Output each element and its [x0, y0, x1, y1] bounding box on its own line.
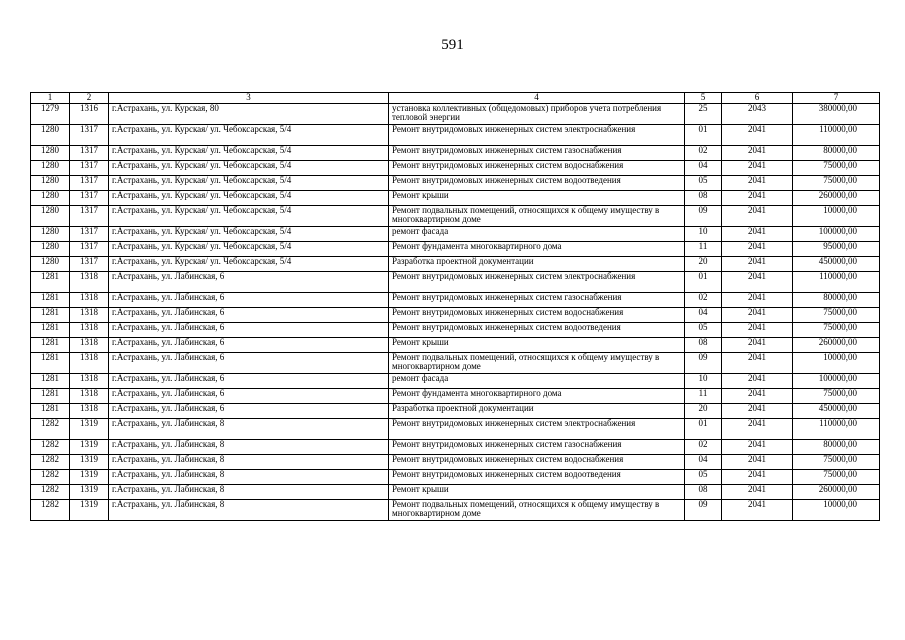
- house-number-cell: 1317: [70, 160, 109, 175]
- work-type-cell: Ремонт внутридомовых инженерных систем водоотведения: [389, 322, 685, 337]
- table-row: [31, 418, 880, 439]
- work-type-cell: Ремонт фундамента многоквартирного дома: [389, 241, 685, 256]
- table-row: [31, 373, 880, 388]
- address-cell: г.Астрахань, ул. Курская/ ул. Чебоксарская, 5/4: [109, 145, 389, 160]
- row-number-cell: 1280: [31, 241, 70, 256]
- year-cell: 2041: [722, 469, 793, 484]
- table-body: [31, 103, 880, 520]
- address-cell: г.Астрахань, ул. Лабинская, 6: [109, 292, 389, 307]
- house-number-cell: 1318: [70, 403, 109, 418]
- amount-cell: 75000,00: [793, 175, 880, 190]
- work-code-cell: 05: [685, 469, 722, 484]
- work-code-cell: 05: [685, 175, 722, 190]
- work-type-cell: Ремонт подвальных помещений, относящихся к общему имуществу в многоквартирном доме: [389, 499, 685, 520]
- house-number-cell: 1317: [70, 175, 109, 190]
- work-code-cell: 02: [685, 292, 722, 307]
- row-number-cell: 1280: [31, 145, 70, 160]
- amount-cell: 110000,00: [793, 124, 880, 145]
- work-type-cell: Ремонт внутридомовых инженерных систем водоснабжения: [389, 307, 685, 322]
- work-code-cell: 02: [685, 439, 722, 454]
- row-number-cell: 1281: [31, 352, 70, 373]
- year-cell: 2041: [722, 292, 793, 307]
- address-cell: г.Астрахань, ул. Лабинская, 8: [109, 454, 389, 469]
- house-number-cell: 1318: [70, 307, 109, 322]
- work-type-cell: Ремонт внутридомовых инженерных систем водоснабжения: [389, 454, 685, 469]
- address-cell: г.Астрахань, ул. Лабинская, 8: [109, 439, 389, 454]
- address-cell: г.Астрахань, ул. Курская/ ул. Чебоксарская, 5/4: [109, 241, 389, 256]
- column-header: 6: [722, 93, 793, 104]
- address-cell: г.Астрахань, ул. Лабинская, 8: [109, 418, 389, 439]
- row-number-cell: 1280: [31, 256, 70, 271]
- year-cell: 2041: [722, 145, 793, 160]
- amount-cell: 75000,00: [793, 322, 880, 337]
- work-type-cell: Ремонт внутридомовых инженерных систем водоотведения: [389, 469, 685, 484]
- house-number-cell: 1318: [70, 388, 109, 403]
- page-number: 591: [441, 37, 464, 53]
- table-row: [31, 292, 880, 307]
- table-row: [31, 145, 880, 160]
- work-code-cell: 08: [685, 484, 722, 499]
- amount-cell: 100000,00: [793, 226, 880, 241]
- year-cell: 2041: [722, 160, 793, 175]
- amount-cell: 110000,00: [793, 271, 880, 292]
- column-header: 2: [70, 93, 109, 104]
- amount-cell: 95000,00: [793, 241, 880, 256]
- year-cell: 2041: [722, 484, 793, 499]
- column-header: 5: [685, 93, 722, 104]
- year-cell: 2041: [722, 403, 793, 418]
- work-code-cell: 01: [685, 124, 722, 145]
- row-number-cell: 1282: [31, 469, 70, 484]
- row-number-cell: 1280: [31, 160, 70, 175]
- row-number-cell: 1282: [31, 499, 70, 520]
- table-row: [31, 226, 880, 241]
- house-number-cell: 1319: [70, 499, 109, 520]
- work-code-cell: 09: [685, 499, 722, 520]
- amount-cell: 75000,00: [793, 307, 880, 322]
- year-cell: 2041: [722, 418, 793, 439]
- year-cell: 2041: [722, 271, 793, 292]
- work-code-cell: 10: [685, 226, 722, 241]
- row-number-cell: 1279: [31, 103, 70, 124]
- work-code-cell: 11: [685, 388, 722, 403]
- row-number-cell: 1281: [31, 322, 70, 337]
- work-code-cell: 04: [685, 160, 722, 175]
- work-code-cell: 09: [685, 205, 722, 226]
- row-number-cell: 1281: [31, 403, 70, 418]
- address-cell: г.Астрахань, ул. Лабинская, 6: [109, 307, 389, 322]
- amount-cell: 110000,00: [793, 418, 880, 439]
- work-code-cell: 02: [685, 145, 722, 160]
- amount-cell: 10000,00: [793, 205, 880, 226]
- work-code-cell: 20: [685, 403, 722, 418]
- amount-cell: 10000,00: [793, 352, 880, 373]
- row-number-cell: 1281: [31, 271, 70, 292]
- row-number-cell: 1282: [31, 439, 70, 454]
- table-row: [31, 352, 880, 373]
- address-cell: г.Астрахань, ул. Курская, 80: [109, 103, 389, 124]
- year-cell: 2043: [722, 103, 793, 124]
- house-number-cell: 1319: [70, 418, 109, 439]
- amount-cell: 75000,00: [793, 388, 880, 403]
- amount-cell: 260000,00: [793, 484, 880, 499]
- row-number-cell: 1282: [31, 454, 70, 469]
- row-number-cell: 1281: [31, 337, 70, 352]
- work-code-cell: 09: [685, 352, 722, 373]
- work-code-cell: 25: [685, 103, 722, 124]
- amount-cell: 75000,00: [793, 454, 880, 469]
- amount-cell: 80000,00: [793, 145, 880, 160]
- address-cell: г.Астрахань, ул. Лабинская, 6: [109, 388, 389, 403]
- address-cell: г.Астрахань, ул. Курская/ ул. Чебоксарская, 5/4: [109, 124, 389, 145]
- year-cell: 2041: [722, 124, 793, 145]
- table-row: [31, 388, 880, 403]
- house-number-cell: 1318: [70, 271, 109, 292]
- amount-cell: 75000,00: [793, 469, 880, 484]
- work-code-cell: 20: [685, 256, 722, 271]
- table-row: [31, 190, 880, 205]
- address-cell: г.Астрахань, ул. Курская/ ул. Чебоксарская, 5/4: [109, 226, 389, 241]
- table-row: [31, 307, 880, 322]
- year-cell: 2041: [722, 439, 793, 454]
- address-cell: г.Астрахань, ул. Лабинская, 6: [109, 403, 389, 418]
- amount-cell: 80000,00: [793, 292, 880, 307]
- house-number-cell: 1318: [70, 322, 109, 337]
- address-cell: г.Астрахань, ул. Лабинская, 8: [109, 469, 389, 484]
- table-row: [31, 322, 880, 337]
- address-cell: г.Астрахань, ул. Курская/ ул. Чебоксарская, 5/4: [109, 175, 389, 190]
- column-number-row: [31, 93, 880, 104]
- row-number-cell: 1280: [31, 190, 70, 205]
- year-cell: 2041: [722, 454, 793, 469]
- work-type-cell: Ремонт внутридомовых инженерных систем электроснабжения: [389, 271, 685, 292]
- table-row: [31, 205, 880, 226]
- house-number-cell: 1317: [70, 256, 109, 271]
- amount-cell: 450000,00: [793, 403, 880, 418]
- table-row: [31, 241, 880, 256]
- house-number-cell: 1319: [70, 469, 109, 484]
- row-number-cell: 1281: [31, 373, 70, 388]
- house-number-cell: 1319: [70, 454, 109, 469]
- amount-cell: 10000,00: [793, 499, 880, 520]
- column-header: 3: [109, 93, 389, 104]
- house-number-cell: 1317: [70, 190, 109, 205]
- address-cell: г.Астрахань, ул. Курская/ ул. Чебоксарская, 5/4: [109, 256, 389, 271]
- address-cell: г.Астрахань, ул. Лабинская, 6: [109, 271, 389, 292]
- work-type-cell: Ремонт фундамента многоквартирного дома: [389, 388, 685, 403]
- work-code-cell: 01: [685, 418, 722, 439]
- work-code-cell: 08: [685, 190, 722, 205]
- house-number-cell: 1318: [70, 373, 109, 388]
- house-number-cell: 1319: [70, 439, 109, 454]
- work-type-cell: Ремонт крыши: [389, 190, 685, 205]
- year-cell: 2041: [722, 226, 793, 241]
- work-type-cell: Ремонт внутридомовых инженерных систем водоснабжения: [389, 160, 685, 175]
- address-cell: г.Астрахань, ул. Курская/ ул. Чебоксарская, 5/4: [109, 205, 389, 226]
- work-type-cell: ремонт фасада: [389, 226, 685, 241]
- work-type-cell: Ремонт подвальных помещений, относящихся к общему имуществу в многоквартирном доме: [389, 205, 685, 226]
- house-number-cell: 1318: [70, 337, 109, 352]
- house-number-cell: 1317: [70, 241, 109, 256]
- work-code-cell: 08: [685, 337, 722, 352]
- table-row: [31, 337, 880, 352]
- amount-cell: 260000,00: [793, 337, 880, 352]
- work-schedule-table: [30, 92, 880, 521]
- row-number-cell: 1280: [31, 226, 70, 241]
- work-type-cell: Ремонт крыши: [389, 337, 685, 352]
- work-type-cell: Ремонт внутридомовых инженерных систем электроснабжения: [389, 418, 685, 439]
- work-type-cell: установка коллективных (общедомовых) приборов учета потребления тепловой энергии: [389, 103, 685, 124]
- work-type-cell: Ремонт подвальных помещений, относящихся к общему имуществу в многоквартирном доме: [389, 352, 685, 373]
- table-row: [31, 484, 880, 499]
- amount-cell: 380000,00: [793, 103, 880, 124]
- table-row: [31, 499, 880, 520]
- amount-cell: 260000,00: [793, 190, 880, 205]
- work-type-cell: Ремонт внутридомовых инженерных систем газоснабжения: [389, 439, 685, 454]
- work-code-cell: 11: [685, 241, 722, 256]
- year-cell: 2041: [722, 388, 793, 403]
- address-cell: г.Астрахань, ул. Лабинская, 6: [109, 337, 389, 352]
- table-row: [31, 256, 880, 271]
- address-cell: г.Астрахань, ул. Курская/ ул. Чебоксарская, 5/4: [109, 160, 389, 175]
- house-number-cell: 1316: [70, 103, 109, 124]
- row-number-cell: 1281: [31, 307, 70, 322]
- table-row: [31, 439, 880, 454]
- year-cell: 2041: [722, 499, 793, 520]
- house-number-cell: 1319: [70, 484, 109, 499]
- row-number-cell: 1282: [31, 484, 70, 499]
- year-cell: 2041: [722, 373, 793, 388]
- row-number-cell: 1281: [31, 388, 70, 403]
- row-number-cell: 1280: [31, 124, 70, 145]
- house-number-cell: 1318: [70, 352, 109, 373]
- table-row: [31, 124, 880, 145]
- address-cell: г.Астрахань, ул. Лабинская, 6: [109, 322, 389, 337]
- table-row: [31, 175, 880, 190]
- work-type-cell: Ремонт внутридомовых инженерных систем водоотведения: [389, 175, 685, 190]
- amount-cell: 80000,00: [793, 439, 880, 454]
- work-code-cell: 10: [685, 373, 722, 388]
- year-cell: 2041: [722, 256, 793, 271]
- table-row: [31, 271, 880, 292]
- amount-cell: 75000,00: [793, 160, 880, 175]
- column-header: 1: [31, 93, 70, 104]
- work-type-cell: Ремонт крыши: [389, 484, 685, 499]
- address-cell: г.Астрахань, ул. Курская/ ул. Чебоксарская, 5/4: [109, 190, 389, 205]
- row-number-cell: 1281: [31, 292, 70, 307]
- table-row: [31, 454, 880, 469]
- year-cell: 2041: [722, 337, 793, 352]
- address-cell: г.Астрахань, ул. Лабинская, 8: [109, 484, 389, 499]
- work-type-cell: Ремонт внутридомовых инженерных систем газоснабжения: [389, 145, 685, 160]
- address-cell: г.Астрахань, ул. Лабинская, 6: [109, 352, 389, 373]
- house-number-cell: 1317: [70, 205, 109, 226]
- work-code-cell: 05: [685, 322, 722, 337]
- house-number-cell: 1317: [70, 124, 109, 145]
- column-header: 7: [793, 93, 880, 104]
- work-code-cell: 04: [685, 307, 722, 322]
- address-cell: г.Астрахань, ул. Лабинская, 6: [109, 373, 389, 388]
- work-type-cell: Ремонт внутридомовых инженерных систем электроснабжения: [389, 124, 685, 145]
- work-type-cell: Разработка проектной документации: [389, 256, 685, 271]
- house-number-cell: 1318: [70, 292, 109, 307]
- year-cell: 2041: [722, 205, 793, 226]
- work-code-cell: 04: [685, 454, 722, 469]
- row-number-cell: 1280: [31, 205, 70, 226]
- amount-cell: 100000,00: [793, 373, 880, 388]
- year-cell: 2041: [722, 190, 793, 205]
- work-type-cell: ремонт фасада: [389, 373, 685, 388]
- house-number-cell: 1317: [70, 145, 109, 160]
- year-cell: 2041: [722, 241, 793, 256]
- table-row: [31, 469, 880, 484]
- table-row: [31, 403, 880, 418]
- table-row: [31, 160, 880, 175]
- address-cell: г.Астрахань, ул. Лабинская, 8: [109, 499, 389, 520]
- year-cell: 2041: [722, 307, 793, 322]
- year-cell: 2041: [722, 175, 793, 190]
- year-cell: 2041: [722, 322, 793, 337]
- row-number-cell: 1280: [31, 175, 70, 190]
- year-cell: 2041: [722, 352, 793, 373]
- row-number-cell: 1282: [31, 418, 70, 439]
- work-type-cell: Ремонт внутридомовых инженерных систем газоснабжения: [389, 292, 685, 307]
- column-header: 4: [389, 93, 685, 104]
- amount-cell: 450000,00: [793, 256, 880, 271]
- table-row: [31, 103, 880, 124]
- work-type-cell: Разработка проектной документации: [389, 403, 685, 418]
- house-number-cell: 1317: [70, 226, 109, 241]
- work-code-cell: 01: [685, 271, 722, 292]
